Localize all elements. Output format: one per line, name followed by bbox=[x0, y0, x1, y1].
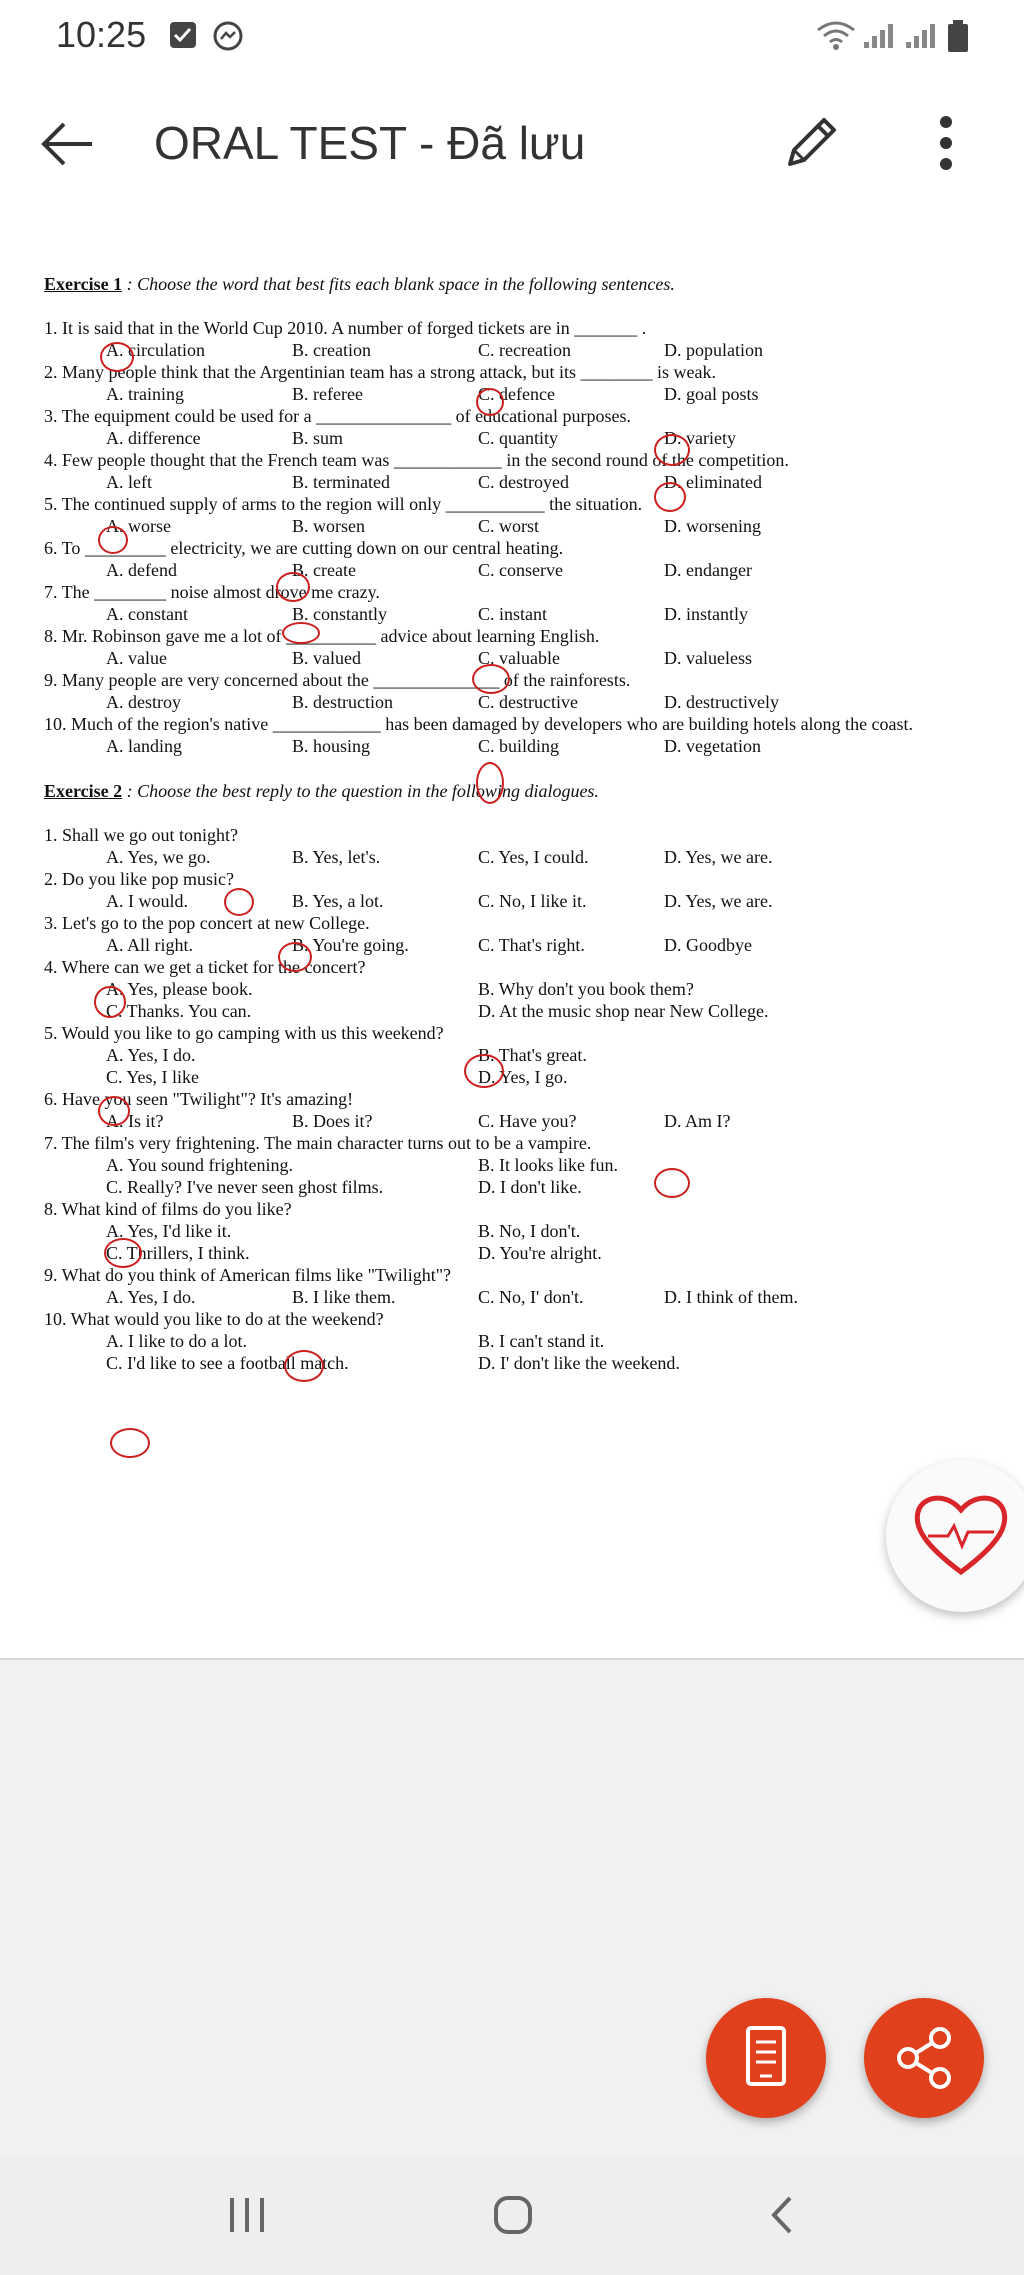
answer-option: D. Goodbye bbox=[664, 935, 752, 955]
answer-option: B. Does it? bbox=[292, 1111, 373, 1131]
answer-circle-mark bbox=[282, 622, 320, 644]
answer-option: B. Yes, let's. bbox=[292, 847, 381, 867]
answer-option: C. No, I like it. bbox=[478, 891, 587, 911]
answer-circle-mark bbox=[654, 434, 690, 466]
reader-mode-icon bbox=[706, 1998, 826, 2118]
question-text: 8. What kind of films do you like? bbox=[44, 1199, 292, 1219]
answer-option: B. sum bbox=[292, 428, 344, 448]
exercise-1-label: Exercise 1 bbox=[44, 274, 123, 294]
exercise-2-instruction: : Choose the best reply to the question in the following dialogues. bbox=[126, 781, 599, 801]
answer-option: C. defence bbox=[478, 384, 555, 404]
answer-circle-mark bbox=[110, 1428, 150, 1458]
answer-option: B. referee bbox=[292, 384, 363, 404]
answer-option: B. creation bbox=[292, 340, 371, 360]
question-text: 7. The film's very frightening. The main character turns out to be a vampire. bbox=[44, 1133, 592, 1153]
answer-option: A. I like to do a lot. bbox=[106, 1331, 247, 1351]
answer-option: D. At the music shop near New College. bbox=[478, 1001, 769, 1021]
answer-option: D. You're alright. bbox=[478, 1243, 602, 1263]
answer-option: B. housing bbox=[292, 736, 371, 756]
answer-option: C. No, I' don't. bbox=[478, 1287, 584, 1307]
answer-circle-mark bbox=[100, 342, 134, 372]
answer-circle-mark bbox=[284, 1350, 324, 1382]
answer-option: A. Yes, please book. bbox=[106, 979, 253, 999]
answer-options bbox=[44, 978, 994, 1022]
answer-option: D. goal posts bbox=[664, 384, 759, 404]
answer-option: D. Yes, I go. bbox=[478, 1067, 568, 1087]
answer-option: A. constant bbox=[106, 604, 188, 624]
answer-option: C. recreation bbox=[478, 340, 571, 360]
answer-option: C. conserve bbox=[478, 560, 563, 580]
pencil-icon[interactable] bbox=[776, 108, 846, 178]
answer-circle-mark bbox=[472, 664, 510, 694]
question-text: 7. The ________ noise almost drove me crazy. bbox=[44, 582, 380, 602]
answer-options bbox=[44, 603, 994, 625]
status-bar bbox=[0, 0, 1024, 72]
answer-option: B. constantly bbox=[292, 604, 387, 624]
question-text: 3. The equipment could be used for a _______________ of educational purposes. bbox=[44, 406, 632, 426]
answer-options bbox=[44, 1286, 994, 1308]
messenger-notification-icon bbox=[212, 20, 244, 52]
answer-option: A. Yes, I do. bbox=[106, 1045, 196, 1065]
answer-option: C. Yes, I could. bbox=[478, 847, 589, 867]
answer-option: B. No, I don't. bbox=[478, 1221, 581, 1241]
answer-option: A. training bbox=[106, 384, 184, 404]
answer-circle-mark bbox=[104, 1238, 142, 1268]
answer-option: A. destroy bbox=[106, 692, 181, 712]
answer-option: B. terminated bbox=[292, 472, 390, 492]
answer-options bbox=[44, 934, 994, 956]
document-content bbox=[44, 274, 994, 1374]
recents-icon[interactable] bbox=[226, 2194, 268, 2236]
answer-option: C. instant bbox=[478, 604, 548, 624]
answer-options bbox=[44, 735, 994, 757]
heart-button[interactable] bbox=[886, 1460, 1024, 1612]
answer-options bbox=[44, 1154, 994, 1198]
exercise-1-questions bbox=[44, 317, 994, 757]
answer-options bbox=[44, 383, 994, 405]
page-title: ORAL TEST - Đã lưu bbox=[154, 117, 586, 169]
back-icon[interactable] bbox=[762, 2194, 804, 2236]
question-text: 9. Many people are very concerned about the ______________ of the rainforests. bbox=[44, 670, 631, 690]
answer-option: C. destroyed bbox=[478, 472, 569, 492]
question-text: 10. What would you like to do at the weekend? bbox=[44, 1309, 384, 1329]
answer-circle-mark bbox=[476, 762, 504, 804]
share-button[interactable] bbox=[864, 1998, 984, 2118]
answer-circle-mark bbox=[94, 986, 126, 1018]
answer-option: A. value bbox=[106, 648, 167, 668]
answer-option: B. You're going. bbox=[292, 935, 409, 955]
battery-icon bbox=[946, 20, 970, 54]
answer-option: A. You sound frightening. bbox=[106, 1155, 294, 1175]
answer-option: B. I can't stand it. bbox=[478, 1331, 605, 1351]
answer-option: B. Why don't you book them? bbox=[478, 979, 694, 999]
exercise-2-questions bbox=[44, 824, 994, 1374]
answer-option: B. valued bbox=[292, 648, 361, 668]
answer-option: D. Yes, we are. bbox=[664, 847, 773, 867]
answer-option: A. Is it? bbox=[106, 1111, 164, 1131]
question-text: 1. It is said that in the World Cup 2010. A number of forged tickets are in _______ . bbox=[44, 318, 647, 338]
share-icon bbox=[864, 1998, 984, 2118]
question-text: 9. What do you think of American films like "Twilight"? bbox=[44, 1265, 452, 1285]
answer-circle-mark bbox=[476, 388, 504, 416]
answer-options bbox=[44, 890, 994, 912]
wifi-icon bbox=[814, 20, 858, 50]
answer-option: A. All right. bbox=[106, 935, 194, 955]
gallery-notification-icon bbox=[168, 20, 198, 50]
answer-option: B. destruction bbox=[292, 692, 393, 712]
home-icon[interactable] bbox=[492, 2194, 534, 2236]
answer-option: B. create bbox=[292, 560, 356, 580]
answer-option: D. I' don't like the weekend. bbox=[478, 1353, 680, 1373]
answer-options bbox=[44, 339, 994, 361]
answer-circle-mark bbox=[98, 526, 128, 554]
signal-2-icon bbox=[904, 20, 938, 50]
question-text: 2. Many people think that the Argentinian team has a strong attack, but its ________ is weak. bbox=[44, 362, 717, 382]
answer-options bbox=[44, 559, 994, 581]
answer-option: D. vegetation bbox=[664, 736, 761, 756]
answer-option: A. Yes, I do. bbox=[106, 1287, 196, 1307]
answer-option: B. Yes, a lot. bbox=[292, 891, 384, 911]
answer-option: B. I like them. bbox=[292, 1287, 396, 1307]
question-text: 1. Shall we go out tonight? bbox=[44, 825, 238, 845]
question-text: 5. Would you like to go camping with us this weekend? bbox=[44, 1023, 444, 1043]
question-text: 10. Much of the region's native ____________ has been damaged by developers who are building hotels along the coast. bbox=[44, 714, 914, 734]
answer-option: A. defend bbox=[106, 560, 177, 580]
answer-options bbox=[44, 691, 994, 713]
answer-option: C. worst bbox=[478, 516, 540, 536]
answer-options bbox=[44, 1330, 994, 1374]
reader-mode-button[interactable] bbox=[706, 1998, 826, 2118]
answer-option: C. Really? I've never seen ghost films. bbox=[106, 1177, 384, 1197]
exercise-2-label: Exercise 2 bbox=[44, 781, 123, 801]
answer-options bbox=[44, 427, 994, 449]
exercise-1-instruction: : Choose the word that best fits each blank space in the following sentences. bbox=[126, 274, 675, 294]
answer-circle-mark bbox=[654, 482, 686, 512]
answer-option: C. Have you? bbox=[478, 1111, 577, 1131]
answer-circle-mark bbox=[654, 1168, 690, 1198]
answer-option: B. It looks like fun. bbox=[478, 1155, 618, 1175]
answer-options bbox=[44, 647, 994, 669]
question-text: 4. Few people thought that the French team was ____________ in the second round of the competition. bbox=[44, 450, 789, 470]
answer-option: A. difference bbox=[106, 428, 201, 448]
answer-option: B. worsen bbox=[292, 516, 365, 536]
answer-options bbox=[44, 1044, 994, 1088]
answer-option: C. building bbox=[478, 736, 560, 756]
answer-option: D. instantly bbox=[664, 604, 748, 624]
document-page[interactable] bbox=[0, 212, 1024, 1660]
more-vertical-icon[interactable] bbox=[926, 108, 966, 178]
answer-option: C. quantity bbox=[478, 428, 558, 448]
answer-option: D. valueless bbox=[664, 648, 752, 668]
answer-option: C. Thrillers, I think. bbox=[106, 1243, 250, 1263]
answer-options bbox=[44, 1110, 994, 1132]
answer-circle-mark bbox=[98, 1096, 130, 1126]
answer-option: D. Yes, we are. bbox=[664, 891, 773, 911]
answer-option: D. destructively bbox=[664, 692, 779, 712]
answer-option: A. landing bbox=[106, 736, 182, 756]
system-navigation-bar bbox=[0, 2156, 1024, 2275]
answer-option: C. destructive bbox=[478, 692, 578, 712]
answer-options bbox=[44, 846, 994, 868]
answer-option: C. I'd like to see a football match. bbox=[106, 1353, 349, 1373]
answer-option: D. eliminated bbox=[664, 472, 762, 492]
question-text: 2. Do you like pop music? bbox=[44, 869, 234, 889]
answer-option: A. Yes, I'd like it. bbox=[106, 1221, 232, 1241]
answer-option: C. Yes, I like bbox=[106, 1067, 200, 1087]
answer-option: D. variety bbox=[664, 428, 736, 448]
answer-options bbox=[44, 1220, 994, 1264]
answer-option: D. Am I? bbox=[664, 1111, 731, 1131]
heart-pulse-icon bbox=[906, 1480, 1016, 1590]
answer-option: A. circulation bbox=[106, 340, 205, 360]
exercise-2-heading bbox=[44, 781, 994, 802]
arrow-left-icon[interactable] bbox=[36, 112, 100, 176]
answer-option: A. Yes, we go. bbox=[106, 847, 211, 867]
answer-option: C. valuable bbox=[478, 648, 560, 668]
answer-option: A. left bbox=[106, 472, 152, 492]
signal-1-icon bbox=[862, 20, 896, 50]
answer-option: B. That's great. bbox=[478, 1045, 587, 1065]
answer-option: D. endanger bbox=[664, 560, 752, 580]
answer-option: C. That's right. bbox=[478, 935, 585, 955]
answer-circle-mark bbox=[464, 1054, 504, 1088]
question-text: 3. Let's go to the pop concert at new College. bbox=[44, 913, 370, 933]
answer-option: A. I would. bbox=[106, 891, 188, 911]
answer-circle-mark bbox=[276, 572, 310, 602]
answer-option: D. population bbox=[664, 340, 763, 360]
answer-option: D. worsening bbox=[664, 516, 761, 536]
answer-options bbox=[44, 471, 994, 493]
answer-circle-mark bbox=[278, 942, 312, 972]
answer-option: C. Thanks. You can. bbox=[106, 1001, 252, 1021]
answer-circle-mark bbox=[224, 888, 254, 916]
answer-options bbox=[44, 515, 994, 537]
answer-option: A. worse bbox=[106, 516, 171, 536]
question-text: 6. To _________ electricity, we are cutting down on our central heating. bbox=[44, 538, 564, 558]
question-text: 4. Where can we get a ticket for the concert? bbox=[44, 957, 366, 977]
answer-option: D. I think of them. bbox=[664, 1287, 798, 1307]
exercise-1-heading bbox=[44, 274, 994, 295]
question-text: 6. Have you seen "Twilight"? It's amazing! bbox=[44, 1089, 354, 1109]
status-time: 10:25 bbox=[56, 14, 147, 55]
answer-option: D. I don't like. bbox=[478, 1177, 582, 1197]
question-text: 8. Mr. Robinson gave me a lot of __________ advice about learning English. bbox=[44, 626, 600, 646]
app-bar bbox=[0, 72, 1024, 214]
question-text: 5. The continued supply of arms to the region will only ___________ the situation. bbox=[44, 494, 643, 514]
